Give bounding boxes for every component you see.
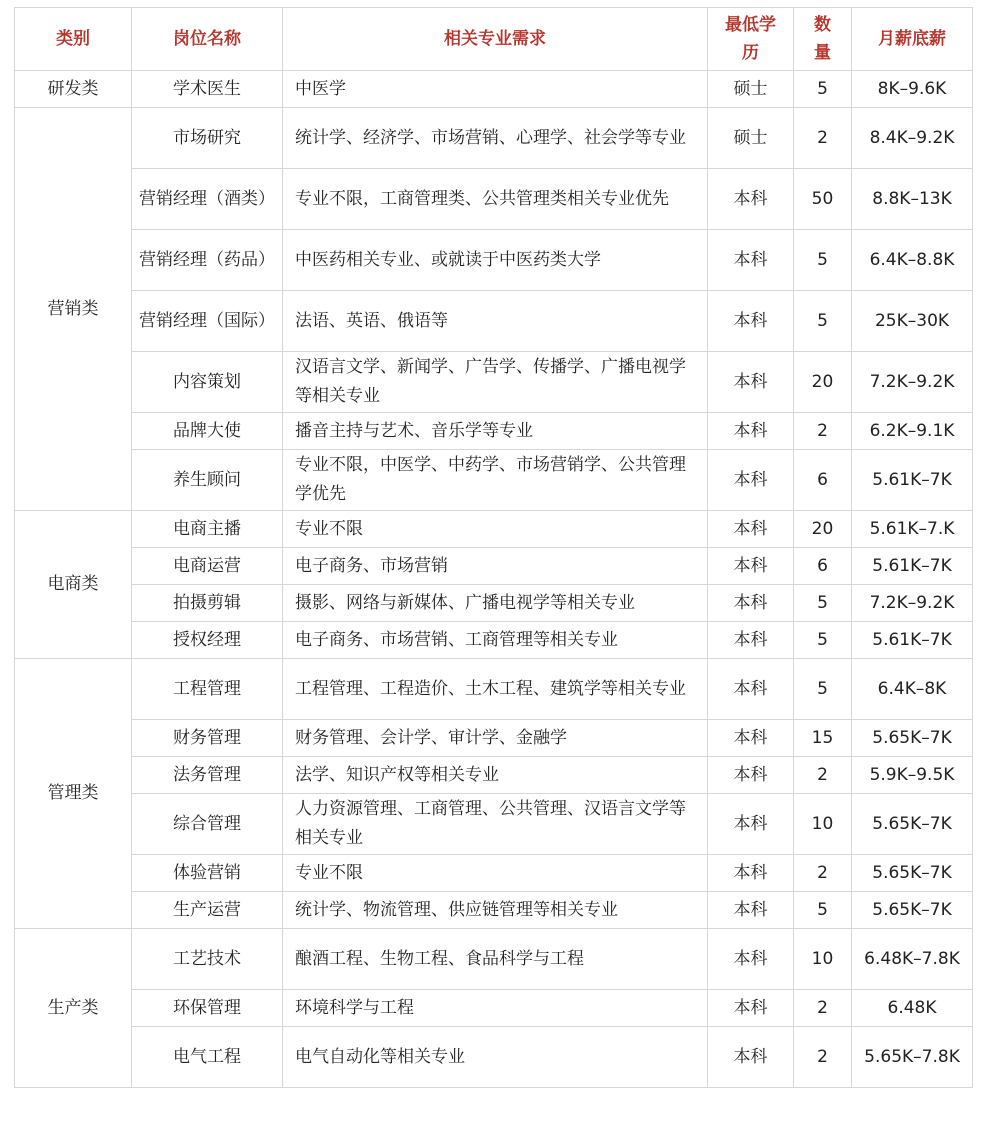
position-cell: 财务管理 [132,720,283,757]
count-cell: 5 [794,622,852,659]
table-row [15,585,973,622]
count-cell: 2 [794,990,852,1027]
education-cell: 本科 [708,169,794,230]
count-cell: 10 [794,929,852,990]
salary-cell: 8K–9.6K [852,71,973,108]
table-row [15,659,973,720]
position-cell: 工程管理 [132,659,283,720]
table-body [15,71,973,1088]
position-cell: 体验营销 [132,855,283,892]
salary-cell: 5.61K–7K [852,622,973,659]
salary-cell: 5.65K–7K [852,794,973,855]
education-cell: 本科 [708,855,794,892]
category-cell: 研发类 [15,71,132,108]
category-cell: 电商类 [15,511,132,659]
position-cell: 综合管理 [132,794,283,855]
salary-cell: 6.2K–9.1K [852,413,973,450]
requirement-cell: 专业不限，工商管理类、公共管理类相关专业优先 [283,169,708,230]
education-cell: 本科 [708,892,794,929]
salary-cell: 5.9K–9.5K [852,757,973,794]
header-salary: 月薪底薪 [852,8,973,71]
education-cell: 本科 [708,450,794,511]
count-cell: 2 [794,1027,852,1088]
table-row [15,413,973,450]
salary-cell: 8.8K–13K [852,169,973,230]
position-cell: 工艺技术 [132,929,283,990]
education-cell: 本科 [708,511,794,548]
education-cell: 本科 [708,585,794,622]
position-cell: 生产运营 [132,892,283,929]
salary-cell: 5.65K–7K [852,855,973,892]
table-row [15,548,973,585]
education-cell: 本科 [708,757,794,794]
count-cell: 5 [794,291,852,352]
requirement-cell: 财务管理、会计学、审计学、金融学 [283,720,708,757]
header-category: 类别 [15,8,132,71]
salary-cell: 6.48K [852,990,973,1027]
table-row [15,622,973,659]
table-row [15,169,973,230]
position-cell: 内容策划 [132,352,283,413]
education-cell: 本科 [708,622,794,659]
count-cell: 5 [794,71,852,108]
count-cell: 2 [794,855,852,892]
requirement-cell: 法学、知识产权等相关专业 [283,757,708,794]
education-cell: 硕士 [708,108,794,169]
count-cell: 2 [794,413,852,450]
count-cell: 15 [794,720,852,757]
education-cell: 本科 [708,794,794,855]
requirement-cell: 专业不限 [283,855,708,892]
count-cell: 6 [794,548,852,585]
table-row [15,892,973,929]
requirement-cell: 统计学、经济学、市场营销、心理学、社会学等专业 [283,108,708,169]
table-row [15,71,973,108]
position-cell: 养生顾问 [132,450,283,511]
table-row [15,720,973,757]
table-row [15,352,973,413]
salary-cell: 5.61K–7K [852,548,973,585]
requirement-cell: 工程管理、工程造价、土木工程、建筑学等相关专业 [283,659,708,720]
header-requirement: 相关专业需求 [283,8,708,71]
education-cell: 本科 [708,659,794,720]
table-row [15,757,973,794]
requirement-cell: 播音主持与艺术、音乐学等专业 [283,413,708,450]
position-cell: 品牌大使 [132,413,283,450]
requirement-cell: 统计学、物流管理、供应链管理等相关专业 [283,892,708,929]
count-cell: 20 [794,511,852,548]
education-cell: 本科 [708,352,794,413]
count-cell: 5 [794,659,852,720]
position-cell: 电商主播 [132,511,283,548]
salary-cell: 5.65K–7K [852,720,973,757]
category-cell: 生产类 [15,929,132,1088]
education-cell: 本科 [708,720,794,757]
header-count: 数 量 [794,8,852,71]
salary-cell: 8.4K–9.2K [852,108,973,169]
requirement-cell: 酿酒工程、生物工程、食品科学与工程 [283,929,708,990]
position-cell: 学术医生 [132,71,283,108]
table-row [15,990,973,1027]
salary-cell: 5.65K–7K [852,892,973,929]
table-row [15,855,973,892]
position-cell: 电商运营 [132,548,283,585]
education-cell: 本科 [708,413,794,450]
table-row [15,108,973,169]
category-cell: 营销类 [15,108,132,511]
salary-cell: 6.4K–8K [852,659,973,720]
category-cell: 管理类 [15,659,132,929]
table-row [15,230,973,291]
count-cell: 10 [794,794,852,855]
requirement-cell: 电子商务、市场营销、工商管理等相关专业 [283,622,708,659]
table-row [15,291,973,352]
position-cell: 环保管理 [132,990,283,1027]
education-cell: 本科 [708,230,794,291]
requirement-cell: 专业不限 [283,511,708,548]
salary-cell: 6.4K–8.8K [852,230,973,291]
count-cell: 50 [794,169,852,230]
count-cell: 5 [794,892,852,929]
count-cell: 20 [794,352,852,413]
table-row [15,794,973,855]
count-cell: 2 [794,757,852,794]
requirement-cell: 专业不限，中医学、中药学、市场营销学、公共管理学优先 [283,450,708,511]
position-cell: 市场研究 [132,108,283,169]
education-cell: 硕士 [708,71,794,108]
table-row [15,1027,973,1088]
requirement-cell: 中医学 [283,71,708,108]
recruitment-table [14,7,973,1088]
requirement-cell: 中医药相关专业、或就读于中医药类大学 [283,230,708,291]
requirement-cell: 人力资源管理、工商管理、公共管理、汉语言文学等相关专业 [283,794,708,855]
salary-cell: 5.65K–7.8K [852,1027,973,1088]
position-cell: 法务管理 [132,757,283,794]
education-cell: 本科 [708,548,794,585]
count-cell: 6 [794,450,852,511]
requirement-cell: 环境科学与工程 [283,990,708,1027]
salary-cell: 25K–30K [852,291,973,352]
requirement-cell: 电子商务、市场营销 [283,548,708,585]
salary-cell: 7.2K–9.2K [852,352,973,413]
header-education: 最低学 历 [708,8,794,71]
requirement-cell: 电气自动化等相关专业 [283,1027,708,1088]
salary-cell: 5.61K–7.K [852,511,973,548]
count-cell: 5 [794,230,852,291]
education-cell: 本科 [708,929,794,990]
requirement-cell: 摄影、网络与新媒体、广播电视学等相关专业 [283,585,708,622]
education-cell: 本科 [708,1027,794,1088]
count-cell: 2 [794,108,852,169]
position-cell: 营销经理（国际） [132,291,283,352]
header-row [15,8,973,71]
education-cell: 本科 [708,291,794,352]
requirement-cell: 汉语言文学、新闻学、广告学、传播学、广播电视学等相关专业 [283,352,708,413]
salary-cell: 7.2K–9.2K [852,585,973,622]
table-row [15,450,973,511]
table-row [15,511,973,548]
position-cell: 拍摄剪辑 [132,585,283,622]
table-row [15,929,973,990]
education-cell: 本科 [708,990,794,1027]
position-cell: 营销经理（药品） [132,230,283,291]
position-cell: 授权经理 [132,622,283,659]
position-cell: 电气工程 [132,1027,283,1088]
position-cell: 营销经理（酒类） [132,169,283,230]
salary-cell: 5.61K–7K [852,450,973,511]
salary-cell: 6.48K–7.8K [852,929,973,990]
requirement-cell: 法语、英语、俄语等 [283,291,708,352]
count-cell: 5 [794,585,852,622]
header-position: 岗位名称 [132,8,283,71]
